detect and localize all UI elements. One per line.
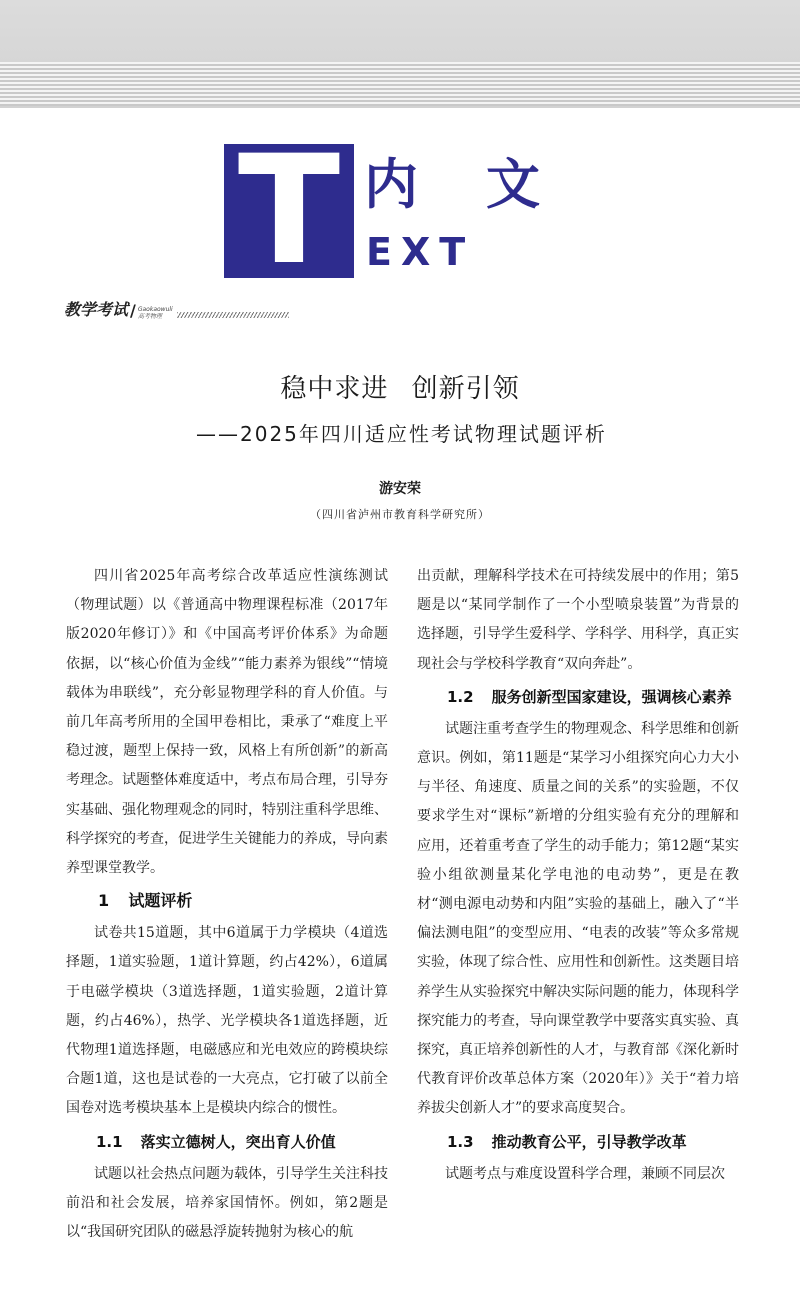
subsection-number: 1.2 bbox=[447, 687, 474, 706]
left-column bbox=[66, 562, 388, 1247]
column-label-sub-en: Gaokaowuli bbox=[137, 306, 173, 313]
section-number: 1 bbox=[98, 891, 110, 911]
article-author: 游安荣 bbox=[379, 481, 421, 497]
subsection-heading-text: 服务创新型国家建设，强调核心素养 bbox=[491, 687, 732, 706]
column-label-main: 教学考试 bbox=[64, 300, 129, 319]
subsection-number: 1.1 bbox=[96, 1132, 123, 1151]
paragraph: 试题以社会热点问题为载体，引导学生关注科技前沿和社会发展，培养家国情怀。例如，第2题是以“我国研究团队的磁悬浮旋转抛射为核心的航 bbox=[66, 1165, 388, 1241]
column-label-sub-cn: 高考物理 bbox=[137, 313, 162, 320]
subsection-heading bbox=[66, 1127, 388, 1157]
subsection-heading bbox=[417, 682, 739, 712]
section-title-en: EXT bbox=[366, 230, 475, 274]
column-label bbox=[64, 298, 289, 320]
section-title-cn: 内文 bbox=[364, 153, 608, 216]
paragraph: 试卷共15道题，其中6道属于力学模块（4道选择题，1道实验题，1道计算题，约占42%），6道属于电磁学模块（3道选择题，1道实验题，2道计算题，约占46%），热学、光学模块各1道选择题，近代物理1道选择题，电磁感应和光电效应的跨模块综合题1道，这也是试卷的一大亮点，它打破了以前全国卷对选考模块基本上是模块内综合的惯性。 bbox=[66, 925, 388, 1117]
column-label-sub bbox=[138, 306, 173, 320]
section-heading-text: 试题评析 bbox=[128, 891, 193, 911]
subsection-heading-text: 推动教育公平，引导教学改革 bbox=[491, 1132, 687, 1151]
subsection-heading bbox=[417, 1127, 739, 1157]
subsection-heading-text: 落实立德树人，突出育人价值 bbox=[140, 1132, 336, 1151]
article-affiliation: （四川省泸州市教育科学研究所） bbox=[310, 508, 490, 521]
article-title: 稳中求进 创新引领 bbox=[280, 374, 520, 404]
article-subtitle: ——2025年四川适应性考试物理试题评析 bbox=[196, 422, 607, 446]
t-logo-letter: T bbox=[237, 124, 341, 298]
t-logo-block bbox=[224, 124, 354, 298]
subsection-number: 1.3 bbox=[447, 1132, 474, 1151]
column-label-slash: / bbox=[130, 301, 136, 320]
column-label-hatch bbox=[177, 312, 289, 318]
right-column bbox=[417, 562, 739, 1189]
paragraph: 出贡献，理解科学技术在可持续发展中的作用；第5题是以“某同学制作了一个小型喷泉装置”为背景的选择题，引导学生爱科学、学科学、用科学，真正实现社会与学校科学教育“双向奔赴”。 bbox=[417, 568, 739, 672]
section-heading bbox=[66, 886, 388, 916]
top-stripes bbox=[0, 62, 800, 106]
paragraph: 四川省2025年高考综合改革适应性演练测试（物理试题）以《普通高中物理课程标准（2017年版2020年修订）》和《中国高考评价体系》为命题依据，以“核心价值为金线”“能力素养为银线”“情境载体为串联线”，充分彰显物理学科的育人价值。与前几年高考所用的全国甲卷相比，秉承了“难度上平稳过渡，题型上保持一致，风格上有所创新”的新高考理念。试题整体难度适中，考点布局合理，引导夯实基础、强化物理观念的同时，特别注重科学思维、科学探究的考查，促进学生关键能力的养成，导向素养型课堂教学。 bbox=[66, 568, 388, 877]
paragraph: 试题注重考查学生的物理观念、科学思维和创新意识。例如，第11题是“某学习小组探究向心力大小与半径、角速度、质量之间的关系”的实验题，不仅要求学生对“课标”新增的分组实验有充分的理解和应用，还着重考查了学生的动手能力；第12题“某实验小组欲测量某化学电池的电动势”，更是在教材“测电源电动势和内阻”实验的基础上，融入了“半偏法测电阻”的变型应用、“电表的改装”等众多常规实验，体现了综合性、应用性和创新性。这类题目培养学生从实验探究中解决实际问题的能力，体现科学探究能力的考查，导向课堂教学中要落实真实验、真探究，真正培养创新性的人才，与教育部《深化新时代教育评价改革总体方案（2020年）》关于“着力培养拔尖创新人才”的要求高度契合。 bbox=[417, 720, 739, 1117]
paragraph: 试题考点与难度设置科学合理，兼顾不同层次 bbox=[445, 1165, 725, 1182]
